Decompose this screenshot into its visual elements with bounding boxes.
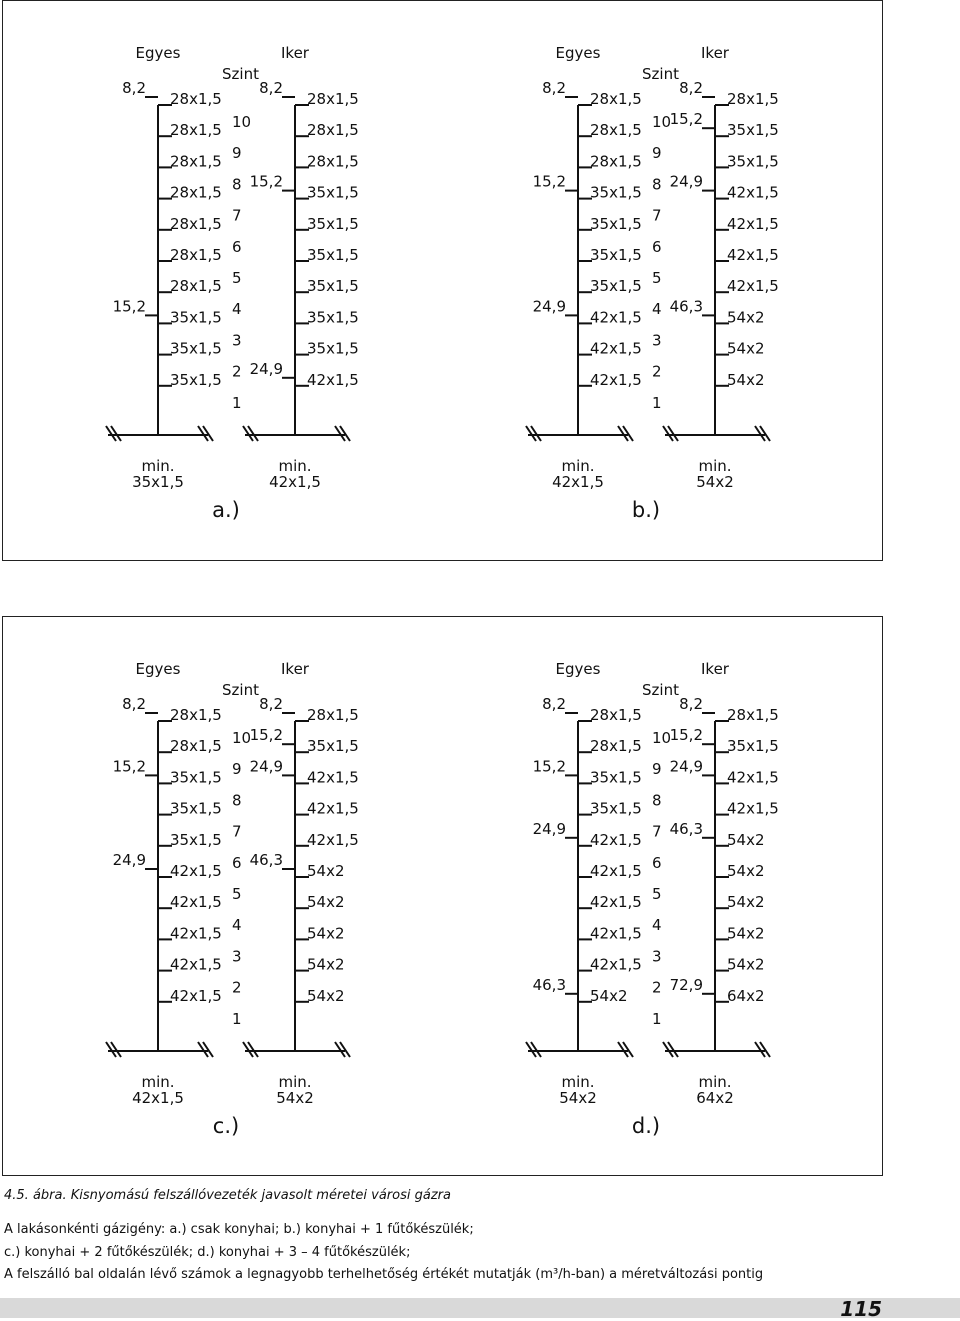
diagram-a-right-break-mark [243, 426, 253, 441]
diagram-b-left-pipe-size: 28x1,5 [590, 121, 642, 140]
diagram-a-left-pipe-size: 28x1,5 [170, 246, 222, 264]
diagram-d-right-pipe-size: 42x1,5 [727, 768, 779, 787]
diagram-b-right-pipe-size: 42x1,5 [727, 214, 779, 233]
diagram-d-left-break-mark [618, 1042, 628, 1057]
diagram-a-left-pipe-size: 35x1,5 [170, 308, 222, 327]
diagram-d-right-pipe-size: 64x2 [727, 986, 765, 1005]
diagram-c-level-number: 7 [232, 822, 242, 841]
diagram-d-right-break-mark [668, 1042, 678, 1057]
diagram-a-left-load-value: 8,2 [122, 79, 146, 97]
diagram-d-left-pipe-size: 28x1,5 [590, 706, 642, 724]
diagram-c-left-break-mark [198, 1042, 208, 1057]
diagram-c-right-pipe-size: 54x2 [307, 986, 345, 1005]
diagram-c-right-load-value: 24,9 [249, 757, 283, 776]
diagram-c-left-pipe-size: 42x1,5 [170, 955, 222, 974]
diagram-a-left-load-value: 15,2 [112, 297, 146, 316]
diagram-a-left-pipe-size: 28x1,5 [170, 277, 222, 296]
diagram-a-left-pipe-size: 35x1,5 [170, 370, 222, 389]
diagram-b-right-load-value: 15,2 [669, 110, 703, 129]
diagram-d-right-pipe-size: 54x2 [727, 893, 765, 912]
diagram-d-left-load-value: 24,9 [532, 819, 566, 838]
diagram-b-right-load-value: 24,9 [669, 172, 703, 191]
diagram-d-right-load-value: 24,9 [669, 757, 703, 776]
diagram-c-right-break-mark [340, 1042, 350, 1057]
caption-line-1: A lakásonkénti gázigény: a.) csak konyhai; b.) konyhai + 1 fűtőkészülék; [4, 1222, 474, 1237]
diagram-c-level-number: 5 [232, 885, 242, 903]
diagram-b-level-number: 10 [652, 113, 672, 131]
diagram-c-right-break-mark [335, 1042, 345, 1057]
diagram-c-right-break-mark [248, 1042, 258, 1057]
diagram-a-right-break-mark [340, 426, 350, 441]
diagram-a-caption: a.) [212, 498, 240, 522]
diagram-d-right-pipe-size: 35x1,5 [727, 737, 779, 756]
diagram-d-left-pipe-size: 42x1,5 [590, 862, 642, 880]
diagram-b-left-break-mark [618, 426, 628, 441]
diagram-d-left-pipe-size: 28x1,5 [590, 737, 642, 756]
diagram-c-right-pipe-size: 54x2 [307, 893, 345, 912]
diagram-a-left-min-label: min. [141, 457, 175, 475]
diagram-a-right-load-value: 15,2 [249, 172, 283, 191]
diagram-d-left-min-size: 54x2 [559, 1089, 597, 1107]
diagram-c-header-level: Szint [222, 681, 259, 699]
diagram-d-level-number: 9 [652, 760, 662, 779]
diagram-c-left-pipe-size: 42x1,5 [170, 893, 222, 912]
diagram-d-right-pipe-size: 28x1,5 [727, 706, 779, 724]
diagram-a-right-pipe-size: 35x1,5 [307, 339, 359, 358]
diagram-c-left-load-value: 15,2 [112, 757, 146, 776]
diagram-b-left-pipe-size: 35x1,5 [590, 214, 642, 233]
diagram-c-level-number: 6 [232, 853, 242, 872]
diagram-d-left-min-label: min. [561, 1073, 595, 1091]
diagram-d-caption: d.) [631, 1114, 661, 1138]
diagram-c-right-load-value: 46,3 [249, 851, 283, 869]
diagram-d-left-break-mark [531, 1042, 541, 1057]
diagram-a-left-break-mark [106, 426, 116, 441]
diagram-d-level-number: 7 [652, 822, 662, 841]
diagram-b-right-pipe-size: 54x2 [727, 339, 765, 358]
diagram-c-right-pipe-size: 54x2 [307, 924, 345, 943]
diagram-c-left-min-label: min. [141, 1073, 175, 1091]
diagram-d-level-number: 3 [652, 947, 662, 966]
diagram-c-header-single: Egyes [135, 660, 181, 678]
diagram-b-level-number: 3 [652, 331, 662, 350]
diagram-c-right-pipe-size: 54x2 [307, 862, 345, 880]
diagram-d-right-pipe-size: 54x2 [727, 955, 765, 974]
diagram-c-left-pipe-size: 35x1,5 [170, 799, 222, 818]
diagram-b-level-number: 7 [652, 206, 662, 225]
diagram-b-level-number: 8 [652, 175, 662, 194]
diagram-d-header-level: Szint [642, 681, 679, 699]
diagram-c-left-min-size: 42x1,5 [132, 1089, 184, 1107]
diagram-d-left-break-mark [623, 1042, 633, 1057]
diagram-a-header-single: Egyes [135, 44, 181, 62]
diagram-c-right-pipe-size: 35x1,5 [307, 737, 359, 756]
diagram-a-level-number: 10 [232, 113, 252, 131]
diagram-c-left-break-mark [111, 1042, 121, 1057]
diagram-a-left-pipe-size: 28x1,5 [170, 90, 222, 108]
diagram-a-level-number: 8 [232, 175, 242, 194]
diagram-a-right-pipe-size: 28x1,5 [307, 152, 359, 171]
diagram-b-header-twin: Iker [701, 44, 729, 62]
diagram-a-right-pipe-size: 28x1,5 [307, 90, 359, 108]
diagram-d-left-pipe-size: 54x2 [590, 986, 628, 1005]
diagram-c-right-load-value: 8,2 [259, 695, 283, 713]
diagram-c-level-number: 8 [232, 791, 242, 810]
diagram-a-right-pipe-size: 35x1,5 [307, 214, 359, 233]
diagram-d-right-load-value: 8,2 [679, 695, 703, 713]
diagram-c-level-number: 3 [232, 947, 242, 966]
diagram-a-level-number: 5 [232, 269, 242, 287]
diagram-a-left-min-size: 35x1,5 [132, 473, 184, 491]
diagram-c-right-load-value: 15,2 [249, 726, 283, 745]
diagram-c-right-pipe-size: 28x1,5 [307, 706, 359, 724]
diagram-b-right-break-mark [755, 426, 765, 441]
diagram-a-left-break-mark [111, 426, 121, 441]
diagram-c-right-pipe-size: 42x1,5 [307, 830, 359, 849]
diagram-d-left-pipe-size: 42x1,5 [590, 924, 642, 943]
diagram-c-left-pipe-size: 28x1,5 [170, 737, 222, 756]
diagram-b-level-number: 1 [652, 393, 662, 412]
diagram-d-right-break-mark [760, 1042, 770, 1057]
diagram-d-left-load-value: 46,3 [532, 975, 566, 994]
diagram-c-caption: c.) [212, 1114, 240, 1138]
diagram-c-header-twin: Iker [281, 660, 309, 678]
diagram-a-left-pipe-size: 28x1,5 [170, 214, 222, 233]
diagram-b-caption: b.) [631, 498, 661, 522]
diagram-b-header-single: Egyes [555, 44, 601, 62]
diagram-b-left-break-mark [526, 426, 536, 441]
diagram-b-left-min-label: min. [561, 457, 595, 475]
diagram-b-left-pipe-size: 35x1,5 [590, 277, 642, 296]
diagram-d-right-pipe-size: 42x1,5 [727, 799, 779, 818]
diagram-b-left-load-value: 24,9 [532, 297, 566, 316]
diagram-d-left-load-value: 8,2 [542, 695, 566, 713]
diagram-b-right-break-mark [760, 426, 770, 441]
diagram-d-header-single: Egyes [555, 660, 601, 678]
diagram-b-left-min-size: 42x1,5 [552, 473, 604, 491]
diagram-d-right-load-value: 72,9 [669, 975, 703, 994]
diagram-b-right-pipe-size: 35x1,5 [727, 152, 779, 171]
diagram-d-right-pipe-size: 54x2 [727, 862, 765, 880]
caption-line-2: c.) konyhai + 2 fűtőkészülék; d.) konyhai + 3 – 4 fűtőkészülék; [4, 1245, 411, 1260]
diagram-a-right-min-label: min. [278, 457, 312, 475]
diagram-a-level-number: 6 [232, 237, 242, 256]
diagram-b-right-pipe-size: 42x1,5 [727, 277, 779, 296]
diagram-a-right-break-mark [248, 426, 258, 441]
diagram-b-right-pipe-size: 28x1,5 [727, 90, 779, 108]
diagram-b-left-load-value: 8,2 [542, 79, 566, 97]
diagram-d-level-number: 8 [652, 791, 662, 810]
diagram-c-right-min-label: min. [278, 1073, 312, 1091]
diagram-d-header-twin: Iker [701, 660, 729, 678]
diagram-c-left-load-value: 8,2 [122, 695, 146, 713]
diagram-c-left-pipe-size: 35x1,5 [170, 768, 222, 787]
diagram-a-header-twin: Iker [281, 44, 309, 62]
diagram-d-right-min-size: 64x2 [696, 1089, 734, 1107]
diagram-c-left-load-value: 24,9 [112, 851, 146, 869]
diagram-d-left-pipe-size: 42x1,5 [590, 830, 642, 849]
diagram-a-level-number: 9 [232, 144, 242, 163]
diagram-c-right-min-size: 54x2 [276, 1089, 314, 1107]
diagram-a-left-break-mark [203, 426, 213, 441]
diagram-a-left-break-mark [198, 426, 208, 441]
diagram-c-level-number: 2 [232, 978, 242, 997]
diagram-b-left-pipe-size: 42x1,5 [590, 308, 642, 327]
diagram-b-right-break-mark [668, 426, 678, 441]
diagram-d-level-number: 2 [652, 978, 662, 997]
diagram-c-left-pipe-size: 28x1,5 [170, 706, 222, 724]
diagram-a-header-level: Szint [222, 65, 259, 83]
diagram-d-right-break-mark [663, 1042, 673, 1057]
diagram-b-left-break-mark [531, 426, 541, 441]
diagram-b-right-load-value: 46,3 [669, 297, 703, 316]
diagram-a-right-pipe-size: 42x1,5 [307, 370, 359, 389]
diagram-b-left-pipe-size: 35x1,5 [590, 246, 642, 264]
diagram-d-right-pipe-size: 54x2 [727, 924, 765, 943]
diagram-b-right-pipe-size: 35x1,5 [727, 121, 779, 140]
diagram-b-left-pipe-size: 35x1,5 [590, 183, 642, 202]
diagram-d-left-pipe-size: 35x1,5 [590, 799, 642, 818]
diagram-d-left-pipe-size: 42x1,5 [590, 955, 642, 974]
diagram-b-left-load-value: 15,2 [532, 172, 566, 191]
diagram-a-left-pipe-size: 28x1,5 [170, 183, 222, 202]
diagram-a-left-pipe-size: 28x1,5 [170, 152, 222, 171]
diagram-d-left-pipe-size: 42x1,5 [590, 893, 642, 912]
diagram-c-level-number: 4 [232, 916, 242, 935]
diagram-b-right-pipe-size: 42x1,5 [727, 183, 779, 202]
diagram-b-right-pipe-size: 42x1,5 [727, 246, 779, 264]
diagram-a-right-load-value: 8,2 [259, 79, 283, 97]
diagram-d-level-number: 5 [652, 885, 662, 903]
diagram-a-level-number: 1 [232, 393, 242, 412]
diagram-a-left-pipe-size: 28x1,5 [170, 121, 222, 140]
diagram-d-level-number: 10 [652, 729, 672, 747]
diagram-d-level-number: 1 [652, 1009, 662, 1028]
diagram-c-left-pipe-size: 42x1,5 [170, 924, 222, 943]
diagram-b-left-pipe-size: 28x1,5 [590, 90, 642, 108]
diagram-c-right-pipe-size: 54x2 [307, 955, 345, 974]
footer-bar [0, 1298, 960, 1318]
diagram-c-right-pipe-size: 42x1,5 [307, 768, 359, 787]
diagram-c-right-pipe-size: 42x1,5 [307, 799, 359, 818]
diagram-a-right-pipe-size: 28x1,5 [307, 121, 359, 140]
diagram-b-right-break-mark [663, 426, 673, 441]
diagram-a-right-pipe-size: 35x1,5 [307, 183, 359, 202]
diagram-b-level-number: 5 [652, 269, 662, 287]
diagram-c-level-number: 1 [232, 1009, 242, 1028]
diagram-b-right-pipe-size: 54x2 [727, 308, 765, 327]
diagram-c-level-number: 9 [232, 760, 242, 779]
diagram-b-left-pipe-size: 28x1,5 [590, 152, 642, 171]
diagram-b-header-level: Szint [642, 65, 679, 83]
diagram-a-right-load-value: 24,9 [249, 359, 283, 378]
diagram-b-left-pipe-size: 42x1,5 [590, 339, 642, 358]
diagram-c-left-pipe-size: 42x1,5 [170, 986, 222, 1005]
diagram-d-right-break-mark [755, 1042, 765, 1057]
diagram-b-right-pipe-size: 54x2 [727, 370, 765, 389]
diagram-d-right-load-value: 46,3 [669, 819, 703, 838]
diagram-b-right-load-value: 8,2 [679, 79, 703, 97]
diagram-a-level-number: 3 [232, 331, 242, 350]
diagram-b-left-pipe-size: 42x1,5 [590, 370, 642, 389]
diagram-a-level-number: 4 [232, 300, 242, 319]
diagram-a-level-number: 2 [232, 362, 242, 381]
diagram-b-right-min-size: 54x2 [696, 473, 734, 491]
diagram-d-level-number: 6 [652, 853, 662, 872]
diagram-b-right-min-label: min. [698, 457, 732, 475]
diagram-c-left-break-mark [106, 1042, 116, 1057]
diagram-d-left-break-mark [526, 1042, 536, 1057]
diagram-a-right-break-mark [335, 426, 345, 441]
diagram-c-left-break-mark [203, 1042, 213, 1057]
diagram-c-right-break-mark [243, 1042, 253, 1057]
diagram-d-right-pipe-size: 54x2 [727, 830, 765, 849]
diagram-c-left-pipe-size: 42x1,5 [170, 862, 222, 880]
diagram-d-left-load-value: 15,2 [532, 757, 566, 776]
diagram-a-level-number: 7 [232, 206, 242, 225]
caption-line-3: A felszálló bal oldalán lévő számok a legnagyobb terhelhetőség értékét mutatják (m³/h-ban) a méretváltozási pontig [4, 1267, 764, 1282]
page-number: 115 [840, 1297, 882, 1321]
diagram-b-left-break-mark [623, 426, 633, 441]
diagram-d-right-min-label: min. [698, 1073, 732, 1091]
diagram-d-left-pipe-size: 35x1,5 [590, 768, 642, 787]
diagram-a-right-pipe-size: 35x1,5 [307, 246, 359, 264]
figure-title: 4.5. ábra. Kisnyomású felszállóvezeték javasolt méretei városi gázra [4, 1188, 451, 1203]
diagram-a-right-min-size: 42x1,5 [269, 473, 321, 491]
diagram-b-level-number: 6 [652, 237, 662, 256]
diagram-c-left-pipe-size: 35x1,5 [170, 830, 222, 849]
diagram-d-right-load-value: 15,2 [669, 726, 703, 745]
diagram-a-right-pipe-size: 35x1,5 [307, 308, 359, 327]
diagram-a-right-pipe-size: 35x1,5 [307, 277, 359, 296]
diagram-b-level-number: 9 [652, 144, 662, 163]
diagram-c-level-number: 10 [232, 729, 252, 747]
diagram-d-level-number: 4 [652, 916, 662, 935]
diagram-b-level-number: 2 [652, 362, 662, 381]
diagram-b-level-number: 4 [652, 300, 662, 319]
diagram-a-left-pipe-size: 35x1,5 [170, 339, 222, 358]
